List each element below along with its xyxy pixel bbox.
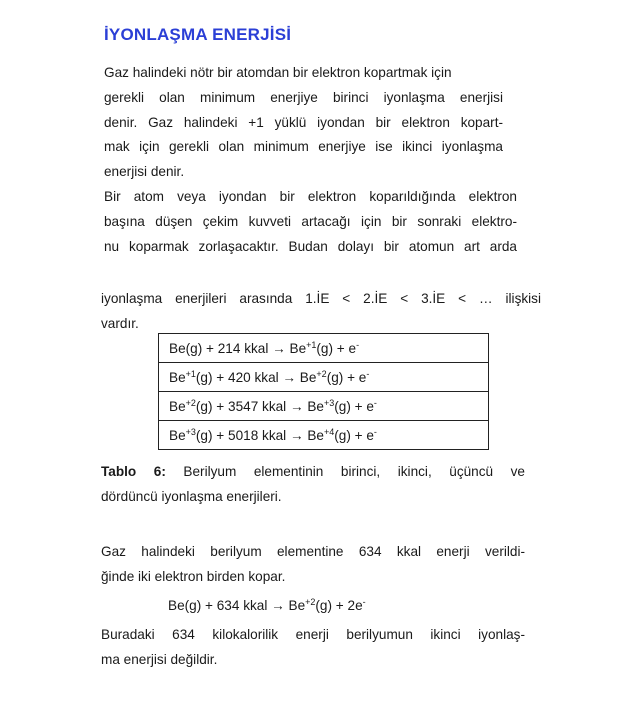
paragraph-line: ma enerjisi değildir.: [101, 652, 218, 667]
paragraph-line: Gaz halindeki nötr bir atomdan bir elektron kopartmak için: [104, 65, 452, 80]
table-caption: dördüncü iyonlaşma enerjileri.: [101, 489, 282, 504]
ionization-equations-table: [158, 333, 489, 450]
equation-cell: $Be^{+3}(g) + 5018$ kkal → $Be^{+4}(g) + e^-$: [159, 421, 489, 450]
paragraph-line: Bir atom veya iyondan bir elektron koparıldığında elektron: [104, 189, 517, 204]
table-row: [159, 392, 489, 421]
caption-label: Tablo 6:: [101, 464, 166, 479]
paragraph-line: denir. Gaz halindeki +1 yüklü iyondan bir elektron kopart-: [104, 115, 503, 130]
paragraph-line: Gaz halindeki berilyum elementine 634 kkal enerji verildi-: [101, 544, 525, 559]
paragraph-line: vardır.: [101, 316, 139, 331]
table-row: [159, 334, 489, 363]
equation-cell: $Be^{+1}(g) + 420$ kkal → $Be^{+2}(g) + e^-$: [159, 363, 489, 392]
paragraph-line: enerjisi denir.: [104, 164, 185, 179]
paragraph-line: nu koparmak zorlaşacaktır. Budan dolayı bir atomun art arda: [104, 239, 517, 254]
table-caption: Tablo 6: Berilyum elementinin birinci, ikinci, üçüncü ve: [101, 464, 525, 479]
equation: Be(g) + 634 kkal → $Be^{+2}(g) + 2e^-$: [168, 597, 366, 613]
paragraph-line: Buradaki 634 kilokalorilik enerji berilyumun ikinci iyonlaş-: [101, 627, 525, 642]
paragraph-line: iyonlaşma enerjileri arasında 1.İE < 2.İE < 3.İE < … ilişkisi: [101, 291, 541, 306]
paragraph-line: başına düşen çekim kuvveti artacağı için bir sonraki elektro-: [104, 214, 517, 229]
paragraph-line: mak için gerekli olan minimum enerjiye ise ikinci iyonlaşma: [104, 139, 503, 154]
paragraph-line: ğinde iki elektron birden kopar.: [101, 569, 286, 584]
equation-cell: Be(g) + 214 kkal → $Be^{+1}(g) + e^-$: [159, 334, 489, 363]
table-row: [159, 363, 489, 392]
equation-cell: $Be^{+2}(g) + 3547$ kkal → $Be^{+3}(g) + e^-$: [159, 392, 489, 421]
table-row: [159, 421, 489, 450]
page-title: İYONLAŞMA ENERJİSİ: [104, 25, 292, 44]
paragraph-line: gerekli olan minimum enerjiye birinci iyonlaşma enerjisi: [104, 90, 503, 105]
